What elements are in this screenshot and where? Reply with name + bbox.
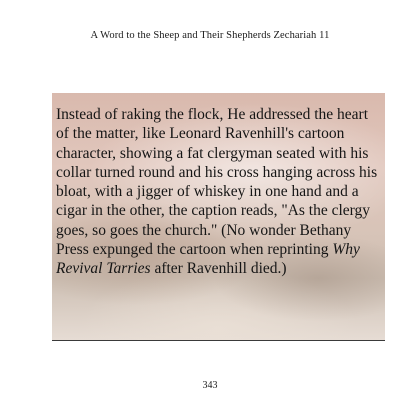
- background-image-panel: [52, 93, 385, 340]
- passage-text-before-title: Instead of raking the flock, He addressed the heart of the matter, like Leonard Ravenhill's cartoon character, showing a fat clergyman seated with his collar turned round and his cross hanging across his bloat, with a jigger of whiskey in one hand and a cigar in the other, the caption reads, "As the clergy goes, so goes the church." (No wonder Bethany Press expunged the cartoon when reprinting: [56, 106, 378, 259]
- panel-bottom-rule: [52, 340, 385, 341]
- passage-paragraph: [56, 105, 384, 279]
- book-title: Why Revival Tarries: [56, 241, 360, 278]
- passage-text-after-title: after Ravenhill died.): [150, 260, 287, 278]
- page-number: 343: [202, 380, 218, 391]
- running-header: A Word to the Sheep and Their Shepherds Zechariah 11: [90, 30, 330, 41]
